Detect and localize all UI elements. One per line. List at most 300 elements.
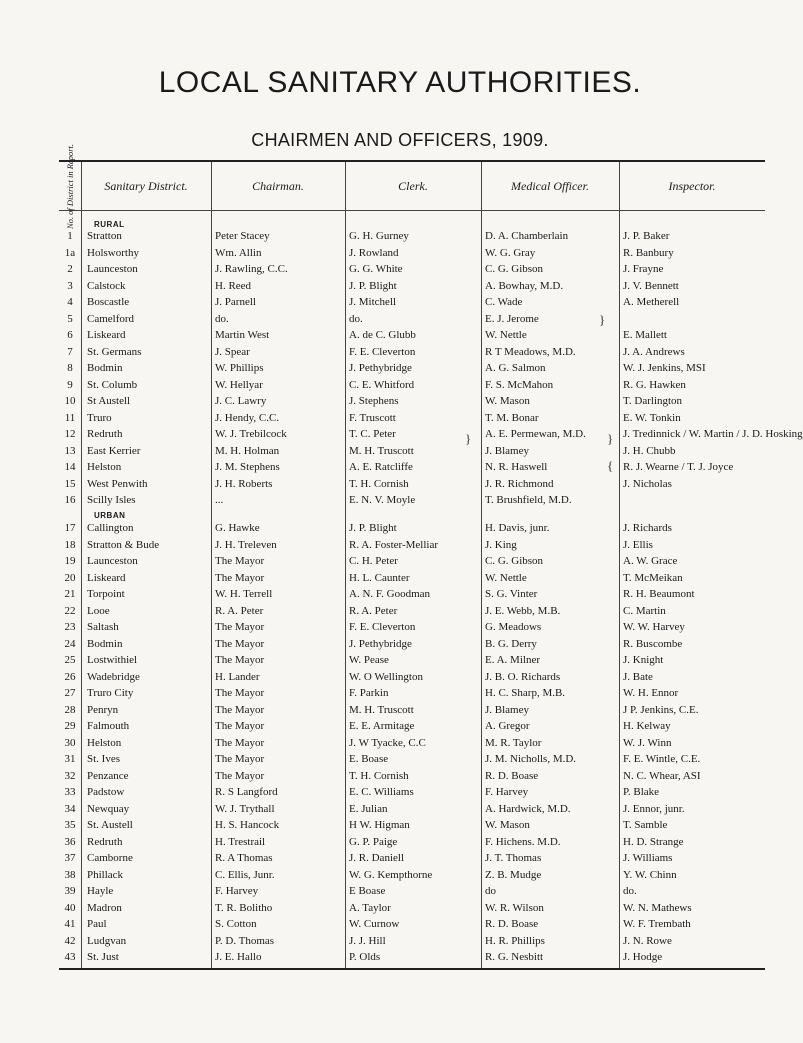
clerk-cell: F. E. Cleverton xyxy=(349,621,416,633)
clerk-cell: E. Julian xyxy=(349,802,388,815)
sanitary-district-cell: Phillack xyxy=(87,868,124,881)
sanitary-district-cell: Redruth xyxy=(87,428,123,440)
medical-officer-cell: W. G. Gray xyxy=(485,246,536,259)
medical-officer-cell: H. C. Sharp, M.B. xyxy=(485,687,566,699)
table-row xyxy=(59,247,765,259)
clerk-cell: C. H. Peter xyxy=(349,555,398,567)
chairman-cell: T. R. Bolitho xyxy=(215,901,273,914)
chairman-cell: Martin West xyxy=(215,329,270,341)
table-row xyxy=(59,329,765,341)
clerk-cell: A. Taylor xyxy=(349,901,391,914)
medical-officer-cell: H. R. Phillips xyxy=(485,934,545,947)
medical-officer-cell: J. M. Nicholls, M.D. xyxy=(485,753,577,765)
district-number-cell: 16 xyxy=(64,494,76,506)
inspector-cell: J. Knight xyxy=(623,654,664,666)
chairman-cell: The Mayor xyxy=(215,769,265,782)
table-row xyxy=(59,555,765,567)
inspector-cell: W. F. Trembath xyxy=(623,918,691,930)
medical-officer-cell: E. J. Jerome xyxy=(485,312,539,325)
district-number-cell: 27 xyxy=(64,687,76,699)
inspector-cell: A. Metherell xyxy=(623,296,680,308)
chairman-cell: The Mayor xyxy=(215,637,265,650)
table-row xyxy=(59,621,765,633)
inspector-cell: J. N. Rowe xyxy=(623,934,672,947)
sanitary-district-cell: Hayle xyxy=(87,885,114,897)
clerk-cell: P. Olds xyxy=(349,951,381,963)
clerk-cell: W. G. Kempthorne xyxy=(349,868,433,881)
officers-table xyxy=(59,143,803,970)
inspector-cell: R. G. Hawken xyxy=(623,378,686,391)
clerk-cell: J. Pethybridge xyxy=(349,362,412,374)
table-row xyxy=(59,951,765,963)
chairman-cell: M. H. Holman xyxy=(215,444,280,457)
chairman-cell: J. Rawling, C.C. xyxy=(215,263,288,275)
district-number-cell: 2 xyxy=(67,263,73,275)
inspector-cell: W. N. Mathews xyxy=(623,901,692,914)
table-row xyxy=(59,412,765,424)
chairman-cell: The Mayor xyxy=(215,720,265,732)
district-number-cell: 24 xyxy=(64,637,76,650)
sanitary-district-cell: Callington xyxy=(87,522,134,534)
section-rural: RURAL xyxy=(94,220,125,229)
sanitary-district-cell: Penryn xyxy=(87,703,119,716)
medical-officer-cell: J. T. Thomas xyxy=(485,852,542,864)
chairman-cell: The Mayor xyxy=(215,571,265,584)
sanitary-district-cell: St. Ives xyxy=(87,753,120,765)
district-number-cell: 22 xyxy=(64,604,76,617)
chairman-cell: The Mayor xyxy=(215,654,265,666)
clerk-cell: J. Mitchell xyxy=(349,296,397,308)
clerk-cell: J. W Tyacke, C.C xyxy=(349,736,426,749)
chairman-cell: R. A Thomas xyxy=(215,852,273,864)
inspector-cell: N. C. Whear, ASI xyxy=(623,769,701,782)
medical-officer-cell: R. D. Boase xyxy=(485,769,539,782)
chairman-cell: G. Hawke xyxy=(215,522,260,534)
medical-officer-cell: W. Mason xyxy=(485,819,530,831)
inspector-cell: H. Kelway xyxy=(623,720,671,732)
table-row xyxy=(59,902,765,914)
clerk-cell: W. O Wellington xyxy=(349,670,423,683)
medical-officer-cell: T. Brushfield, M.D. xyxy=(485,494,572,506)
chairman-cell: ... xyxy=(215,494,224,506)
sanitary-district-cell: Madron xyxy=(87,901,122,914)
header-divider xyxy=(59,210,765,211)
table-row xyxy=(59,539,765,551)
inspector-cell: J. A. Andrews xyxy=(623,345,685,358)
sanitary-district-cell: St Austell xyxy=(87,395,131,407)
clerk-cell: J. Stephens xyxy=(349,395,399,407)
table-row xyxy=(59,737,765,749)
clerk-cell: T. C. Peter xyxy=(349,428,396,440)
chairman-cell: Peter Stacey xyxy=(215,230,270,242)
sanitary-district-cell: Bodmin xyxy=(87,362,123,374)
district-number-cell: 10 xyxy=(64,395,76,407)
table-row xyxy=(59,720,765,732)
chairman-cell: J. Spear xyxy=(215,345,250,358)
medical-officer-cell: C. G. Gibson xyxy=(485,263,544,275)
clerk-cell: G. G. White xyxy=(349,263,403,275)
chairman-cell: C. Ellis, Junr. xyxy=(215,868,275,881)
chairman-cell: The Mayor xyxy=(215,621,265,633)
chairman-cell: H. S. Hancock xyxy=(215,819,280,831)
sanitary-district-cell: Holsworthy xyxy=(87,246,139,259)
district-number-cell: 38 xyxy=(64,868,76,881)
medical-officer-cell: T. M. Bonar xyxy=(485,411,539,424)
inspector-cell: E. W. Tonkin xyxy=(623,411,681,424)
inspector-cell: J. Richards xyxy=(623,522,672,534)
sanitary-district-cell: Wadebridge xyxy=(87,670,140,683)
sanitary-district-cell: Truro xyxy=(87,411,112,424)
table-row xyxy=(59,885,765,897)
medical-officer-cell: C. G. Gibson xyxy=(485,555,544,567)
sanitary-district-cell: Lostwithiel xyxy=(87,654,138,666)
clerk-cell: F. Parkin xyxy=(349,687,389,699)
chairman-cell: J. E. Hallo xyxy=(215,951,262,963)
inspector-cell: J. Ellis xyxy=(623,538,653,551)
sanitary-district-cell: Boscastle xyxy=(87,296,130,308)
district-number-cell: 7 xyxy=(67,345,73,358)
table-row xyxy=(59,494,765,506)
chairman-cell: J. H. Roberts xyxy=(215,477,273,490)
header-sanitary-district: Sanitary District. xyxy=(104,178,188,193)
table-row xyxy=(59,935,765,947)
chairman-cell: Wm. Allin xyxy=(215,246,262,259)
inspector-cell: F. E. Wintle, C.E. xyxy=(623,753,701,765)
chairman-cell: R. S Langford xyxy=(215,786,278,798)
district-number-cell: 1 xyxy=(67,230,73,242)
sanitary-district-cell: Looe xyxy=(87,604,110,617)
inspector-cell: do. xyxy=(623,885,637,897)
medical-officer-cell: A. E. Permewan, M.D. xyxy=(485,428,586,440)
inspector-cell: W. W. Harvey xyxy=(623,621,685,633)
district-number-cell: 33 xyxy=(64,786,76,798)
sanitary-district-cell: Stratton & Bude xyxy=(87,538,160,551)
chairman-cell: F. Harvey xyxy=(215,885,259,897)
district-number-cell: 19 xyxy=(64,555,76,567)
table-row xyxy=(59,687,765,699)
inspector-cell: J. Tredinnick / W. Martin / J. D. Hosking xyxy=(623,428,803,440)
inspector-cell: E. Mallett xyxy=(623,329,667,341)
header-district-number-label: No. of District in Report. xyxy=(64,143,75,229)
table-row xyxy=(59,704,765,716)
table-row xyxy=(59,605,765,617)
clerk-cell: M. H. Truscott xyxy=(349,444,414,457)
brace-mark: } xyxy=(607,431,614,446)
clerk-cell: H. L. Caunter xyxy=(349,571,410,584)
table-row xyxy=(59,379,765,391)
clerk-cell: E Boase xyxy=(349,885,386,897)
chairman-cell: J. Parnell xyxy=(215,296,256,308)
sanitary-district-cell: Launceston xyxy=(87,263,138,275)
medical-officer-cell: E. A. Milner xyxy=(485,654,540,666)
clerk-cell: J. Pethybridge xyxy=(349,637,412,650)
table-row xyxy=(59,770,765,782)
district-number-cell: 18 xyxy=(64,538,76,551)
medical-officer-cell: F. S. McMahon xyxy=(485,378,554,391)
clerk-cell: W. Pease xyxy=(349,654,389,666)
clerk-cell: A. N. F. Goodman xyxy=(349,588,431,600)
chairman-cell: H. Trestrail xyxy=(215,835,266,848)
district-number-cell: 14 xyxy=(64,461,76,473)
district-number-cell: 5 xyxy=(67,312,73,325)
clerk-cell: G. P. Paige xyxy=(349,835,398,848)
sanitary-district-cell: Calstock xyxy=(87,279,126,292)
sanitary-district-cell: Falmouth xyxy=(87,720,130,732)
chairman-cell: J. H. Treleven xyxy=(215,538,277,551)
clerk-cell: E. N. V. Moyle xyxy=(349,494,416,506)
sanitary-district-cell: Liskeard xyxy=(87,571,126,584)
inspector-cell: J. Frayne xyxy=(623,263,664,275)
clerk-cell: J. J. Hill xyxy=(349,934,386,947)
clerk-cell: C. E. Whitford xyxy=(349,378,415,391)
district-number-cell: 43 xyxy=(64,951,76,963)
chairman-cell: W. H. Terrell xyxy=(215,588,273,600)
medical-officer-cell: A. G. Salmon xyxy=(485,362,546,374)
chairman-cell: J. C. Lawry xyxy=(215,395,267,407)
inspector-cell: J P. Jenkins, C.E. xyxy=(623,703,699,716)
clerk-cell: F. Truscott xyxy=(349,411,396,424)
medical-officer-cell: W. Nettle xyxy=(485,329,527,341)
inspector-cell: J. P. Baker xyxy=(623,230,670,242)
district-number-cell: 32 xyxy=(64,769,76,782)
inspector-cell: P. Blake xyxy=(623,786,660,798)
medical-officer-cell: G. Meadows xyxy=(485,621,542,633)
district-number-cell: 21 xyxy=(64,588,76,600)
district-number-cell: 36 xyxy=(64,835,76,848)
inspector-cell: T. McMeikan xyxy=(623,571,683,584)
chairman-cell: The Mayor xyxy=(215,555,265,567)
medical-officer-cell: B. G. Derry xyxy=(485,637,537,650)
district-number-cell: 11 xyxy=(64,411,76,424)
sanitary-district-cell: Truro City xyxy=(87,687,134,699)
table-row xyxy=(59,445,765,457)
inspector-cell: W. J. Winn xyxy=(623,736,672,749)
sanitary-district-cell: Paul xyxy=(87,918,107,930)
inspector-cell: R. J. Wearne / T. J. Joyce xyxy=(623,461,734,473)
inspector-cell: A. W. Grace xyxy=(623,555,678,567)
chairman-cell: S. Cotton xyxy=(215,918,257,930)
sanitary-district-cell: Saltash xyxy=(87,621,119,633)
medical-officer-cell: A. Bowhay, M.D. xyxy=(485,279,564,292)
table-row xyxy=(59,478,765,490)
district-number-cell: 28 xyxy=(64,703,76,716)
table-row xyxy=(59,296,765,308)
medical-officer-cell: J. E. Webb, M.B. xyxy=(485,604,561,617)
medical-officer-cell: R. G. Nesbitt xyxy=(485,951,544,963)
header-district-number xyxy=(59,143,81,229)
table-row xyxy=(59,786,765,798)
sanitary-district-cell: Camborne xyxy=(87,852,133,864)
header-inspector: Inspector. xyxy=(668,178,716,193)
medical-officer-cell: D. A. Chamberlain xyxy=(485,230,569,242)
sanitary-district-cell: St. Columb xyxy=(87,378,138,391)
inspector-cell: T. Darlington xyxy=(623,395,683,407)
table-row xyxy=(59,588,765,600)
sanitary-district-cell: East Kerrier xyxy=(87,444,141,457)
chairman-cell: The Mayor xyxy=(215,753,265,765)
inspector-cell: J. Ennor, junr. xyxy=(623,802,685,815)
district-number-cell: 30 xyxy=(64,736,76,749)
inspector-cell: J. Hodge xyxy=(623,951,663,963)
chairman-cell: W. J. Trebilcock xyxy=(215,428,287,440)
district-number-cell: 41 xyxy=(64,918,76,930)
sanitary-district-cell: St. Just xyxy=(87,951,119,963)
clerk-cell: J. Rowland xyxy=(349,246,399,259)
page-title: LOCAL SANITARY AUTHORITIES. xyxy=(158,66,642,99)
district-number-cell: 1a xyxy=(64,246,76,259)
chairman-cell: J. Hendy, C.C. xyxy=(215,411,280,424)
chairman-cell: H. Lander xyxy=(215,670,260,683)
district-number-cell: 9 xyxy=(67,378,73,391)
inspector-cell: J. Williams xyxy=(623,852,673,864)
chairman-cell: The Mayor xyxy=(215,687,265,699)
table-row xyxy=(59,671,765,683)
clerk-cell: E. Boase xyxy=(349,753,389,765)
brace-mark: { xyxy=(607,458,614,473)
table-row xyxy=(59,836,765,848)
chairman-cell: do. xyxy=(215,312,229,325)
chairman-cell: W. Phillips xyxy=(215,362,264,374)
clerk-cell: T. H. Cornish xyxy=(349,769,409,782)
table-row xyxy=(59,280,765,292)
inspector-cell: W. J. Jenkins, MSI xyxy=(623,362,706,374)
sanitary-district-cell: Newquay xyxy=(87,802,130,815)
sanitary-district-cell: Redruth xyxy=(87,835,123,848)
medical-officer-cell: J. King xyxy=(485,538,517,551)
clerk-cell: F. E. Cleverton xyxy=(349,345,416,358)
table-row xyxy=(59,362,765,374)
section-urban: URBAN xyxy=(94,511,126,520)
table-row xyxy=(59,263,765,275)
page-subtitle: CHAIRMEN AND OFFICERS, 1909. xyxy=(251,130,549,150)
brace-mark: } xyxy=(599,312,606,327)
sanitary-district-cell: Stratton xyxy=(87,230,122,242)
medical-officer-cell: C. Wade xyxy=(485,296,523,308)
inspector-cell: C. Martin xyxy=(623,604,666,617)
district-number-cell: 34 xyxy=(64,802,76,815)
district-number-cell: 39 xyxy=(64,885,76,897)
district-number-cell: 42 xyxy=(64,934,76,947)
table-row xyxy=(59,852,765,864)
table-row xyxy=(59,869,765,881)
inspector-cell: R. Buscombe xyxy=(623,637,683,650)
clerk-cell: E. C. Williams xyxy=(349,786,414,798)
district-number-cell: 15 xyxy=(64,477,76,490)
table-row xyxy=(59,803,765,815)
inspector-cell: H. D. Strange xyxy=(623,835,684,848)
table-row xyxy=(59,819,765,831)
sanitary-district-cell: Camelford xyxy=(87,312,135,325)
table-row xyxy=(59,346,765,358)
clerk-cell: A. E. Ratcliffe xyxy=(349,461,413,473)
district-number-cell: 13 xyxy=(64,444,76,457)
sanitary-district-cell: Launceston xyxy=(87,555,138,567)
medical-officer-cell: F. Harvey xyxy=(485,786,529,798)
clerk-cell: W. Curnow xyxy=(349,918,400,930)
chairman-cell: The Mayor xyxy=(215,703,265,716)
district-number-cell: 26 xyxy=(64,670,76,683)
table-row xyxy=(59,458,765,473)
district-number-cell: 17 xyxy=(64,522,76,534)
chairman-cell: R. A. Peter xyxy=(215,604,264,617)
table-row xyxy=(59,654,765,666)
sanitary-district-cell: Padstow xyxy=(87,786,125,798)
sanitary-district-cell: West Penwith xyxy=(87,477,148,490)
medical-officer-cell: F. Hichens. M.D. xyxy=(485,835,561,848)
medical-officer-cell: M. R. Taylor xyxy=(485,736,542,749)
medical-officer-cell: R. D. Boase xyxy=(485,918,539,930)
medical-officer-cell: J. R. Richmond xyxy=(485,477,554,490)
sanitary-district-cell: Bodmin xyxy=(87,637,123,650)
header-chairman: Chairman. xyxy=(252,178,304,193)
inspector-cell: R. H. Beaumont xyxy=(623,588,695,600)
medical-officer-cell: J. Blamey xyxy=(485,703,529,716)
district-number-cell: 20 xyxy=(64,571,76,584)
sanitary-district-cell: Helston xyxy=(87,461,122,473)
medical-officer-cell: H. Davis, junr. xyxy=(485,522,550,534)
table-row xyxy=(59,313,765,325)
table-row xyxy=(59,428,803,440)
clerk-cell: J. R. Daniell xyxy=(349,852,404,864)
medical-officer-cell: J. B. O. Richards xyxy=(485,670,561,683)
medical-officer-cell: W. R. Wilson xyxy=(485,901,544,914)
sanitary-district-cell: St. Austell xyxy=(87,819,133,831)
chairman-cell: P. D. Thomas xyxy=(215,934,275,947)
medical-officer-cell: J. Blamey xyxy=(485,444,529,457)
table-row xyxy=(59,918,765,930)
table-row xyxy=(59,395,765,407)
inspector-cell: J. Nicholas xyxy=(623,477,672,490)
sanitary-district-cell: St. Germans xyxy=(87,345,142,358)
district-number-cell: 12 xyxy=(64,428,76,440)
table-row xyxy=(59,572,765,584)
table-row xyxy=(59,522,765,534)
district-number-cell: 31 xyxy=(64,753,76,765)
medical-officer-cell: R T Meadows, M.D. xyxy=(485,345,576,358)
medical-officer-cell: N. R. Haswell xyxy=(485,461,548,473)
inspector-cell: J. Bate xyxy=(623,670,653,683)
district-number-cell: 29 xyxy=(64,720,76,732)
chairman-cell: H. Reed xyxy=(215,279,252,292)
district-number-cell: 40 xyxy=(64,901,76,914)
inspector-cell: T. Samble xyxy=(623,819,668,831)
clerk-cell: R. A. Peter xyxy=(349,604,398,617)
medical-officer-cell: Z. B. Mudge xyxy=(485,868,542,881)
inspector-cell: W. H. Ennor xyxy=(623,687,679,699)
sanitary-district-cell: Scilly Isles xyxy=(87,494,136,506)
medical-officer-cell: W. Mason xyxy=(485,395,530,407)
sanitary-district-cell: Liskeard xyxy=(87,329,126,341)
header-clerk: Clerk. xyxy=(398,178,428,193)
chairman-cell: J. M. Stephens xyxy=(215,461,280,473)
table-row xyxy=(59,753,765,765)
district-number-cell: 6 xyxy=(67,329,73,341)
inspector-cell: J. V. Bennett xyxy=(623,279,679,292)
clerk-cell: do. xyxy=(349,312,363,325)
clerk-cell: T. H. Cornish xyxy=(349,477,409,490)
clerk-cell: R. A. Foster-Melliar xyxy=(349,538,438,551)
clerk-cell: A. de C. Glubb xyxy=(349,329,416,341)
district-number-cell: 4 xyxy=(67,296,73,308)
brace-mark: } xyxy=(465,431,472,446)
header-medical-officer: Medical Officer. xyxy=(511,178,589,193)
district-number-cell: 3 xyxy=(67,279,73,292)
inspector-cell: J. H. Chubb xyxy=(623,444,676,457)
inspector-cell: Y. W. Chinn xyxy=(623,868,677,881)
district-number-cell: 37 xyxy=(64,852,76,864)
clerk-cell: J. P. Blight xyxy=(349,522,397,534)
medical-officer-cell: S. G. Vinter xyxy=(485,588,538,600)
